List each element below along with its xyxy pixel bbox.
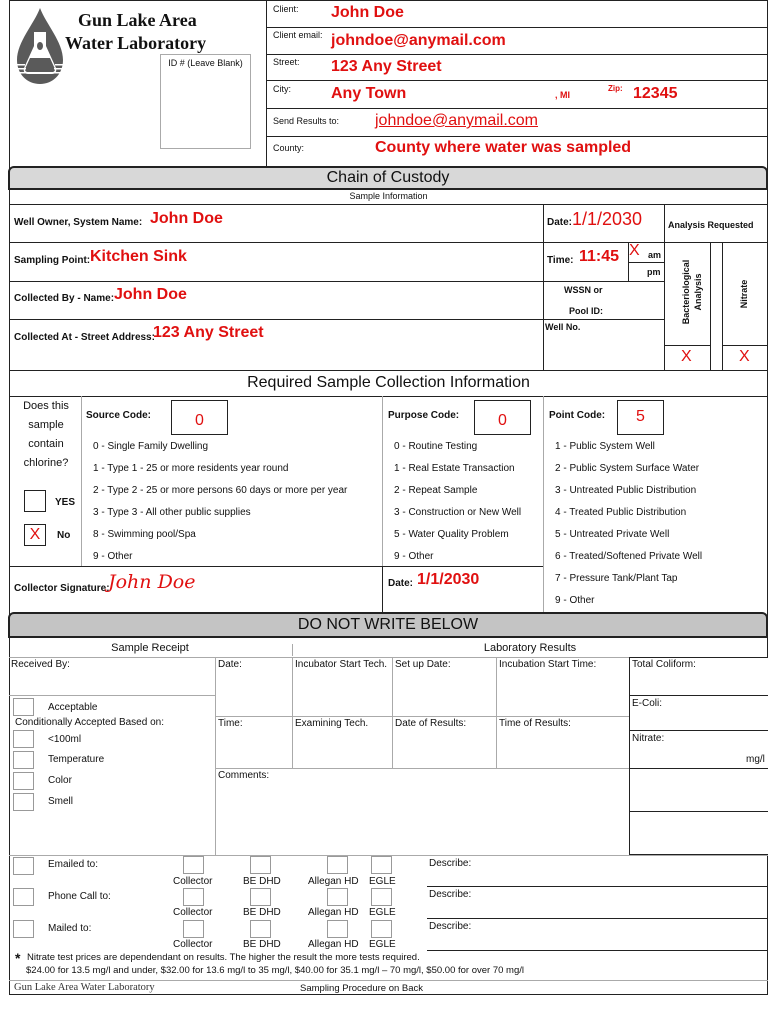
client-email-field[interactable]: johndoe@anymail.com xyxy=(331,32,506,49)
recipient-label: Allegan HD xyxy=(308,939,359,950)
mailed-checkbox[interactable] xyxy=(13,920,34,938)
nitrate-checkbox[interactable]: X xyxy=(739,348,750,365)
divider xyxy=(629,695,768,696)
divider xyxy=(9,370,768,371)
recipient-label: Allegan HD xyxy=(308,876,359,887)
nitrate-price-note: Nitrate test prices are dependendant on results. The higher the result the more tests required. xyxy=(27,952,420,963)
emailed-label: Emailed to: xyxy=(48,859,99,870)
divider xyxy=(382,566,383,612)
chlorine-no-checkbox[interactable] xyxy=(24,524,46,546)
condition-color-label: Color xyxy=(48,775,72,786)
pool-id-label: Pool ID: xyxy=(569,306,603,316)
emailed-collector-checkbox[interactable] xyxy=(183,856,204,874)
date-of-results-label: Date of Results: xyxy=(395,718,467,729)
divider xyxy=(9,566,543,567)
point-code-option: 3 - Untreated Public Distribution xyxy=(555,485,697,496)
send-results-field[interactable]: johndoe@anymail.com xyxy=(375,112,538,129)
condition-color-checkbox[interactable] xyxy=(13,772,34,790)
id-box[interactable] xyxy=(160,54,251,149)
phone-collector-checkbox[interactable] xyxy=(183,888,204,906)
point-code-option: 9 - Other xyxy=(555,595,595,606)
point-code-option: 7 - Pressure Tank/Plant Tap xyxy=(555,573,678,584)
point-code-field[interactable] xyxy=(617,400,664,435)
divider xyxy=(9,242,664,243)
required-info-header: Required Sample Collection Information xyxy=(247,374,530,391)
source-code-option: 2 - Type 2 - 25 or more persons 60 days or more per year xyxy=(93,485,348,496)
emailed-egle-checkbox[interactable] xyxy=(371,856,392,874)
divider xyxy=(9,204,768,205)
emailed-checkbox[interactable] xyxy=(13,857,34,875)
bacteriological-label-2: Analysis xyxy=(693,273,703,311)
divider xyxy=(9,657,629,658)
divider xyxy=(710,242,711,370)
collected-by-field[interactable]: John Doe xyxy=(114,286,187,303)
emailed-allegan-checkbox[interactable] xyxy=(327,856,348,874)
sampling-point-field[interactable]: Kitchen Sink xyxy=(90,248,187,265)
divider xyxy=(496,657,497,768)
city-field[interactable]: Any Town xyxy=(331,85,407,102)
point-code-option: 1 - Public System Well xyxy=(555,441,655,452)
phone-bedhd-checkbox[interactable] xyxy=(250,888,271,906)
phone-allegan-checkbox[interactable] xyxy=(327,888,348,906)
divider xyxy=(266,136,768,137)
recipient-label: EGLE xyxy=(369,939,396,950)
footer-lab-name: Gun Lake Area Water Laboratory xyxy=(14,982,155,993)
purpose-code-option: 5 - Water Quality Problem xyxy=(394,529,509,540)
purpose-code-option: 0 - Routine Testing xyxy=(394,441,478,452)
divider xyxy=(629,730,768,731)
recipient-label: Collector xyxy=(173,939,213,950)
incubation-start-time-label: Incubation Start Time: xyxy=(499,659,597,670)
collector-signature-label: Collector Signature: xyxy=(14,583,110,594)
mailed-bedhd-checkbox[interactable] xyxy=(250,920,271,938)
divider xyxy=(628,262,664,263)
source-code-option: 9 - Other xyxy=(93,551,133,562)
zip-label: Zip: xyxy=(608,84,623,93)
county-field[interactable]: County where water was sampled xyxy=(375,139,632,156)
divider xyxy=(292,657,293,768)
describe-phone-field[interactable] xyxy=(427,918,768,919)
collector-signature-field[interactable]: John Doe xyxy=(108,571,196,593)
nitrate-result-label: Nitrate: xyxy=(632,733,665,744)
chlorine-yes-label: YES xyxy=(55,497,76,508)
divider xyxy=(629,768,768,769)
city-label: City: xyxy=(273,84,291,94)
lab-logo-icon xyxy=(14,6,66,86)
point-code-option: 5 - Untreated Private Well xyxy=(555,529,670,540)
chlorine-no-label: No xyxy=(57,530,71,541)
source-code-option: 1 - Type 1 - 25 or more residents year round xyxy=(93,463,289,474)
purpose-code-label: Purpose Code: xyxy=(388,410,460,421)
nitrate-unit-label: mg/l xyxy=(746,754,765,765)
set-up-date-label: Set up Date: xyxy=(395,659,451,670)
date-label: Date: xyxy=(547,217,573,228)
collected-at-label: Collected At - Street Address: xyxy=(14,332,155,343)
time-label: Time: xyxy=(547,255,574,266)
divider xyxy=(382,396,383,566)
source-code-option: 3 - Type 3 - All other public supplies xyxy=(93,507,251,518)
receipt-date-label: Date: xyxy=(218,659,242,670)
recipient-label: Allegan HD xyxy=(308,907,359,918)
source-code-value: 0 xyxy=(195,412,204,429)
chlorine-no-mark: X xyxy=(29,526,41,543)
purpose-code-value: 0 xyxy=(498,412,507,429)
divider xyxy=(9,980,768,981)
conditional-label: Conditionally Accepted Based on: xyxy=(15,717,164,728)
divider xyxy=(266,80,768,81)
sampling-procedure-note: Sampling Procedure on Back xyxy=(300,983,424,994)
emailed-bedhd-checkbox[interactable] xyxy=(250,856,271,874)
asterisk-icon: * xyxy=(15,950,21,966)
receipt-time-label: Time: xyxy=(218,718,243,729)
well-owner-label: Well Owner, System Name: xyxy=(14,217,143,228)
am-checkbox-label[interactable]: am xyxy=(648,250,662,260)
recipient-label: BE DHD xyxy=(243,876,281,887)
divider xyxy=(664,345,710,346)
condition-temperature-checkbox[interactable] xyxy=(13,751,34,769)
phone-call-label: Phone Call to: xyxy=(48,891,111,902)
collected-at-field[interactable]: 123 Any Street xyxy=(153,324,264,341)
phone-egle-checkbox[interactable] xyxy=(371,888,392,906)
examining-tech-label: Examining Tech. xyxy=(295,718,369,729)
divider xyxy=(292,644,293,656)
nitrate-analysis-label: Nitrate xyxy=(739,279,749,309)
ecoli-label: E-Coli: xyxy=(632,698,663,709)
analysis-requested-label: Analysis Requested xyxy=(668,220,754,230)
time-field[interactable]: 11:45 xyxy=(579,248,620,265)
condition-volume-label: <100ml xyxy=(48,734,82,745)
divider xyxy=(664,242,768,243)
bacteriological-checkbox[interactable]: X xyxy=(681,348,692,365)
signature-date-field[interactable]: 1/1/2030 xyxy=(417,571,480,588)
am-mark[interactable]: X xyxy=(629,242,640,259)
bacteriological-label: Bacteriological xyxy=(681,259,691,325)
acceptable-label: Acceptable xyxy=(48,702,98,713)
recipient-label: Collector xyxy=(173,907,213,918)
laboratory-results-label: Laboratory Results xyxy=(483,642,577,654)
divider xyxy=(266,108,768,109)
acceptable-checkbox[interactable] xyxy=(13,698,34,716)
chlorine-question: Does this sample contain chlorine? xyxy=(23,400,69,469)
divider xyxy=(722,345,768,346)
condition-smell-label: Smell xyxy=(48,796,74,807)
point-code-option: 4 - Treated Public Distribution xyxy=(555,507,687,518)
divider xyxy=(215,716,629,717)
header-divider xyxy=(266,0,267,166)
street-field[interactable]: 123 Any Street xyxy=(331,58,442,75)
divider xyxy=(543,396,544,612)
signature-date-label: Date: xyxy=(388,578,414,589)
source-code-option: 8 - Swimming pool/Spa xyxy=(93,529,196,540)
describe-phone-label: Describe: xyxy=(429,889,472,900)
client-field[interactable]: John Doe xyxy=(331,4,404,21)
describe-mail-label: Describe: xyxy=(429,921,472,932)
time-of-results-label: Time of Results: xyxy=(499,718,571,729)
id-box-label: ID # (Leave Blank) xyxy=(168,58,243,68)
divider xyxy=(9,695,215,696)
mailed-collector-checkbox[interactable] xyxy=(183,920,204,938)
org-name-line2: Water Laboratory xyxy=(65,33,207,53)
divider xyxy=(266,54,768,55)
divider xyxy=(392,657,393,768)
collected-by-label: Collected By - Name: xyxy=(14,293,115,304)
source-code-label: Source Code: xyxy=(86,410,152,421)
org-name-line1: Gun Lake Area xyxy=(78,10,197,30)
purpose-code-option: 1 - Real Estate Transaction xyxy=(394,463,515,474)
pm-checkbox-label[interactable]: pm xyxy=(647,267,661,277)
do-not-write-header: DO NOT WRITE BELOW xyxy=(8,612,768,638)
sample-information-label: Sample Information xyxy=(349,191,428,201)
divider xyxy=(81,396,82,566)
purpose-code-option: 3 - Construction or New Well xyxy=(394,507,522,518)
condition-temperature-label: Temperature xyxy=(48,754,105,765)
client-email-label: Client email: xyxy=(273,30,323,40)
divider xyxy=(266,27,768,28)
mailed-egle-checkbox[interactable] xyxy=(371,920,392,938)
county-label: County: xyxy=(273,143,305,153)
phone-call-checkbox[interactable] xyxy=(13,888,34,906)
nitrate-price-list: $24.00 for 13.5 mg/l and under, $32.00 for 13.6 mg/l to 35 mg/l, $40.00 for 35.1 mg/l – 70 mg/l, $50.00 for over 70 mg/l xyxy=(26,965,524,976)
condition-smell-checkbox[interactable] xyxy=(13,793,34,811)
point-code-value: 5 xyxy=(636,408,645,425)
chlorine-yes-checkbox[interactable] xyxy=(24,490,46,512)
wssn-label: WSSN or xyxy=(564,285,603,295)
point-code-option: 2 - Public System Surface Water xyxy=(555,463,700,474)
well-no-label: Well No. xyxy=(545,322,581,332)
sampling-point-label: Sampling Point: xyxy=(14,255,91,266)
date-field[interactable]: 1/1/2030 xyxy=(572,209,643,229)
send-results-label: Send Results to: xyxy=(273,116,340,126)
divider xyxy=(215,768,629,769)
purpose-code-option: 9 - Other xyxy=(394,551,434,562)
point-code-option: 6 - Treated/Softened Private Well xyxy=(555,551,703,562)
recipient-label: BE DHD xyxy=(243,907,281,918)
well-owner-field[interactable]: John Doe xyxy=(150,210,223,227)
mailed-allegan-checkbox[interactable] xyxy=(327,920,348,938)
divider xyxy=(215,657,216,855)
divider xyxy=(9,396,768,397)
zip-field[interactable]: 12345 xyxy=(633,85,678,102)
incubator-start-tech-label: Incubator Start Tech. xyxy=(295,659,388,670)
received-by-label: Received By: xyxy=(11,659,70,670)
source-code-option: 0 - Single Family Dwelling xyxy=(93,441,209,452)
describe-mail-field[interactable] xyxy=(427,950,768,951)
divider xyxy=(9,319,664,320)
divider xyxy=(543,204,544,370)
recipient-label: Collector xyxy=(173,876,213,887)
divider xyxy=(9,281,664,282)
point-code-label: Point Code: xyxy=(549,410,606,421)
state-label: , MI xyxy=(555,90,570,100)
divider xyxy=(722,242,723,370)
divider xyxy=(629,811,768,812)
condition-volume-checkbox[interactable] xyxy=(13,730,34,748)
street-label: Street: xyxy=(273,57,300,67)
recipient-label: EGLE xyxy=(369,907,396,918)
comments-label: Comments: xyxy=(218,770,270,781)
purpose-code-field[interactable] xyxy=(474,400,531,435)
chain-of-custody-header: Chain of Custody xyxy=(8,166,768,190)
recipient-label: BE DHD xyxy=(243,939,281,950)
total-coliform-label: Total Coliform: xyxy=(632,659,696,670)
sample-receipt-label: Sample Receipt xyxy=(111,642,189,654)
recipient-label: EGLE xyxy=(369,876,396,887)
client-label: Client: xyxy=(273,4,299,14)
describe-email-field[interactable] xyxy=(427,886,768,887)
purpose-code-option: 2 - Repeat Sample xyxy=(394,485,478,496)
describe-email-label: Describe: xyxy=(429,858,472,869)
source-code-field[interactable] xyxy=(171,400,228,435)
mailed-label: Mailed to: xyxy=(48,923,92,934)
